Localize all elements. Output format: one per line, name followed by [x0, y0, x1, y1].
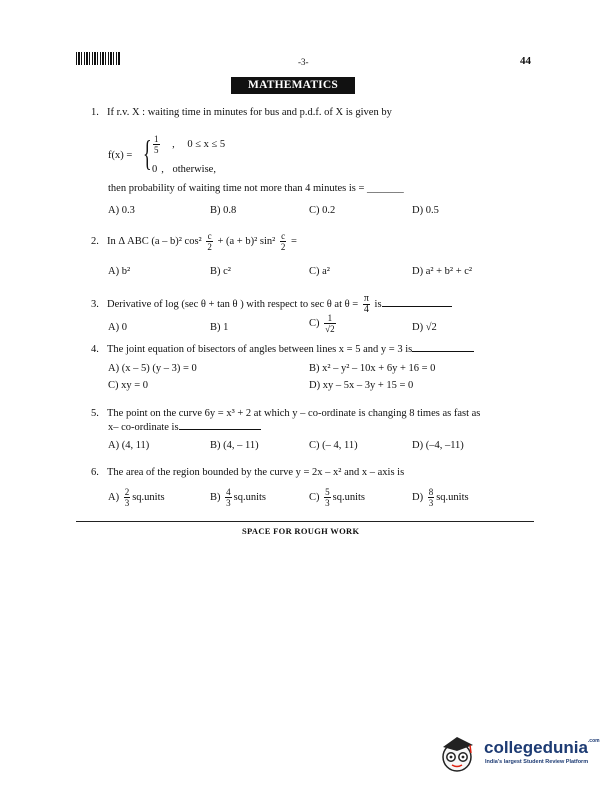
q2-option-d[interactable]: D) a² + b² + c²: [412, 266, 473, 277]
q5-option-c[interactable]: C) (– 4, 11): [309, 440, 358, 451]
q3-option-c[interactable]: C) $\frac{1}{√2}$: [309, 313, 335, 334]
q6-option-c[interactable]: C) $\frac{5}{3}$ sq.units: [309, 487, 366, 508]
barcode: [76, 52, 121, 65]
question-6: 6. The area of the region bounded by the curve y = 2x – x² and x – axis is: [91, 467, 405, 478]
piecewise-case-1: $\frac{1}{5}$ , 0 ≤ x ≤ 5: [154, 134, 226, 155]
q2-option-b[interactable]: B) c²: [210, 266, 231, 277]
q5-option-b[interactable]: B) (4, – 11): [210, 440, 259, 451]
question-2: 2. In Δ ABC (a – b)² cos² $\frac{c}{2}$ + (a + b)² sin² $\frac{c}{2}$ =: [91, 231, 297, 252]
brand-tagline: India's largest Student Review Platform: [485, 759, 589, 765]
question-4: 4. The joint equation of bisectors of angles between lines x = 5 and y = 3 is: [91, 344, 474, 355]
q4-option-d[interactable]: D) xy – 5x – 3y + 15 = 0: [309, 380, 414, 391]
q1-option-a[interactable]: A) 0.3: [108, 205, 135, 216]
page-number: -3-: [298, 57, 309, 67]
q6-option-a[interactable]: A) $\frac{2}{3}$ sq.units: [108, 487, 165, 508]
question-1-tail: then probability of waiting time not more than 4 minutes is = _______: [108, 183, 404, 194]
question-5-line2: x– co-ordinate is: [108, 422, 261, 433]
subject-title: MATHEMATICS: [231, 77, 355, 94]
q2-option-c[interactable]: C) a²: [309, 266, 330, 277]
q1-option-b[interactable]: B) 0.8: [210, 205, 237, 216]
brand-name: collegedunia$^{.com}$: [484, 738, 600, 757]
question-1-stem: If r.v. X : waiting time in minutes for bus and p.d.f. of X is given by: [107, 107, 392, 118]
q5-option-d[interactable]: D) (–4, –11): [412, 440, 464, 451]
q3-option-d[interactable]: D) √2: [412, 322, 437, 333]
question-5: 5. The point on the curve 6y = x³ + 2 at which y – co-ordinate is changing 8 times as fast as: [91, 408, 481, 419]
q3-option-b[interactable]: B) 1: [210, 322, 229, 333]
question-1: 1. If r.v. X : waiting time in minutes for bus and p.d.f. of X is given by: [91, 107, 392, 118]
rough-work-label: SPACE FOR ROUGH WORK: [242, 526, 360, 536]
pdf-label: f(x) =: [108, 150, 133, 161]
booklet-code: 44: [520, 55, 531, 67]
q6-option-b[interactable]: B) $\frac{4}{3}$ sq.units: [210, 487, 267, 508]
piecewise-brace: {: [143, 133, 152, 173]
q5-option-a[interactable]: A) (4, 11): [108, 440, 150, 451]
mascot-logo-icon: [437, 733, 479, 773]
q1-option-d[interactable]: D) 0.5: [412, 205, 439, 216]
divider-line: [76, 521, 534, 522]
q1-option-c[interactable]: C) 0.2: [309, 205, 336, 216]
q4-option-b[interactable]: B) x² – y² – 10x + 6y + 16 = 0: [309, 363, 436, 374]
q3-option-a[interactable]: A) 0: [108, 322, 127, 333]
q2-option-a[interactable]: A) b²: [108, 266, 131, 277]
q6-option-d[interactable]: D) $\frac{8}{3}$ sq.units: [412, 487, 469, 508]
piecewise-case-2: 0 , otherwise,: [152, 164, 216, 175]
question-3: 3. Derivative of log (sec θ + tan θ ) with respect to sec θ at θ = $\frac{\pi}{4}$ is: [91, 294, 452, 315]
q4-option-a[interactable]: A) (x – 5) (y – 3) = 0: [108, 363, 197, 374]
q4-option-c[interactable]: C) xy = 0: [108, 380, 149, 391]
